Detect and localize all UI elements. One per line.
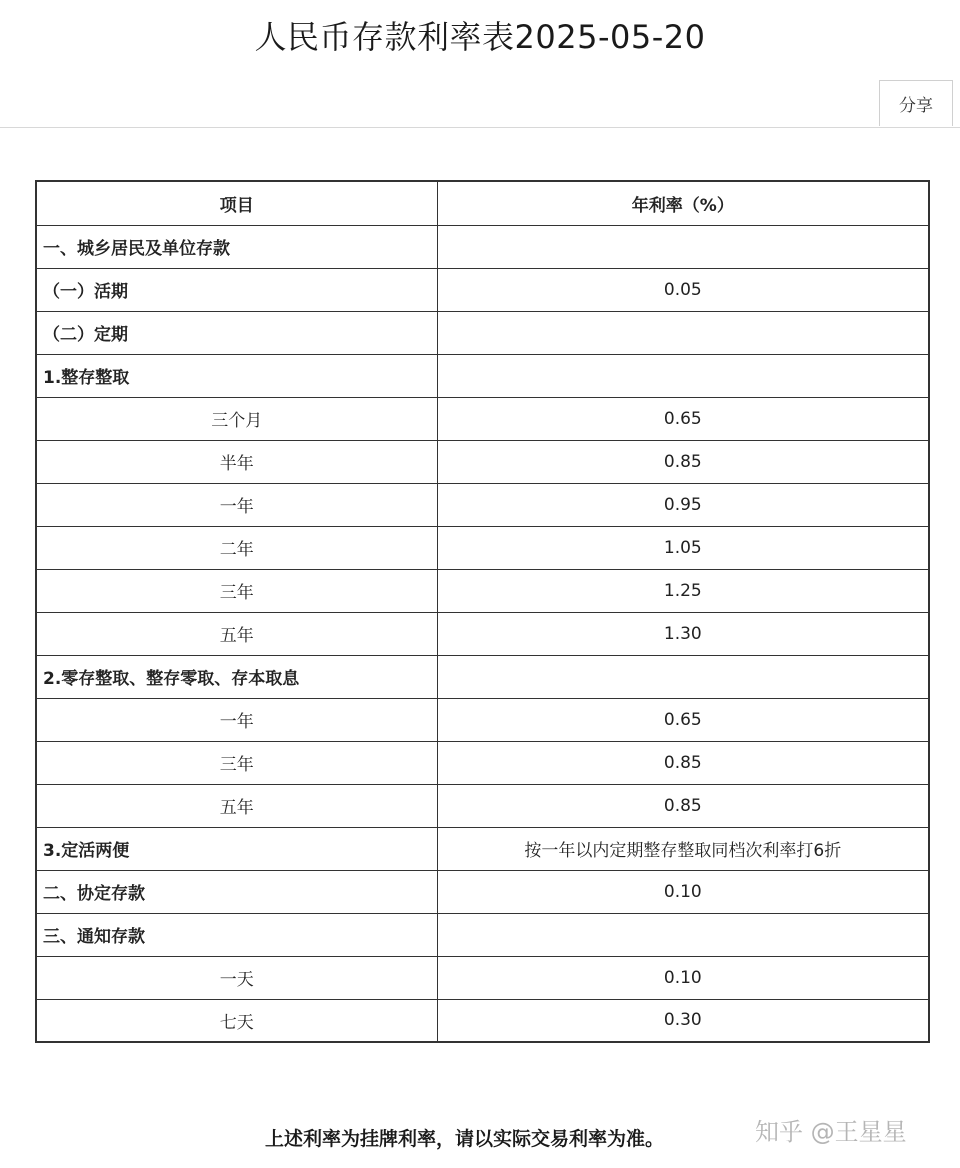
header-divider [0, 127, 960, 128]
row-rate-cell: 1.05 [437, 526, 929, 569]
table-row [36, 870, 929, 913]
row-rate-cell: 0.30 [437, 999, 929, 1042]
row-item-cell: 三、通知存款 [36, 913, 437, 956]
row-item-cell: 三年 [36, 741, 437, 784]
footer-note: 上述利率为挂牌利率，请以实际交易利率为准。 [265, 1128, 665, 1150]
column-header-item: 项目 [36, 181, 437, 225]
table-row [36, 913, 929, 956]
row-item-cell: 半年 [36, 440, 437, 483]
table-row [36, 440, 929, 483]
row-rate-cell: 0.10 [437, 870, 929, 913]
row-rate-cell: 0.85 [437, 741, 929, 784]
table-row [36, 784, 929, 827]
row-rate-cell: 0.65 [437, 698, 929, 741]
row-rate-cell: 按一年以内定期整存整取同档次利率打6折 [437, 827, 929, 870]
row-item-cell: 一年 [36, 483, 437, 526]
table-row [36, 569, 929, 612]
interest-rate-table [35, 180, 930, 1043]
row-rate-cell: 0.65 [437, 397, 929, 440]
table-row [36, 612, 929, 655]
column-header-annual-rate: 年利率（%） [437, 181, 929, 225]
row-item-cell: 3.定活两便 [36, 827, 437, 870]
row-item-cell: 三个月 [36, 397, 437, 440]
row-rate-cell: 1.25 [437, 569, 929, 612]
row-rate-cell: 0.85 [437, 440, 929, 483]
table-body [36, 225, 929, 1042]
row-rate-cell: 0.95 [437, 483, 929, 526]
row-item-cell: 五年 [36, 784, 437, 827]
row-rate-cell: 0.05 [437, 268, 929, 311]
table-row [36, 526, 929, 569]
row-rate-cell: 0.85 [437, 784, 929, 827]
row-rate-cell: 0.10 [437, 956, 929, 999]
share-button[interactable]: 分享 [879, 80, 953, 126]
row-rate-cell: 1.30 [437, 612, 929, 655]
row-item-cell: （一）活期 [36, 268, 437, 311]
table-row [36, 741, 929, 784]
table-row [36, 397, 929, 440]
row-rate-cell [437, 311, 929, 354]
table-row [36, 999, 929, 1042]
row-rate-cell [437, 913, 929, 956]
row-item-cell: 2.零存整取、整存零取、存本取息 [36, 655, 437, 698]
row-item-cell: 五年 [36, 612, 437, 655]
row-rate-cell [437, 354, 929, 397]
watermark: 知乎 @王星星 [755, 1118, 907, 1146]
page-title: 人民币存款利率表2025-05-20 [254, 18, 706, 56]
row-item-cell: 一年 [36, 698, 437, 741]
row-item-cell: 三年 [36, 569, 437, 612]
table-row [36, 483, 929, 526]
row-item-cell: 七天 [36, 999, 437, 1042]
table-row [36, 827, 929, 870]
table-row [36, 311, 929, 354]
table-row [36, 225, 929, 268]
row-rate-cell [437, 655, 929, 698]
row-rate-cell [437, 225, 929, 268]
row-item-cell: 一、城乡居民及单位存款 [36, 225, 437, 268]
table-row [36, 268, 929, 311]
table-row [36, 655, 929, 698]
row-item-cell: 1.整存整取 [36, 354, 437, 397]
row-item-cell: 二、协定存款 [36, 870, 437, 913]
table-header-row [36, 181, 929, 225]
row-item-cell: 二年 [36, 526, 437, 569]
row-item-cell: 一天 [36, 956, 437, 999]
table-row [36, 698, 929, 741]
table-row [36, 956, 929, 999]
table-row [36, 354, 929, 397]
row-item-cell: （二）定期 [36, 311, 437, 354]
